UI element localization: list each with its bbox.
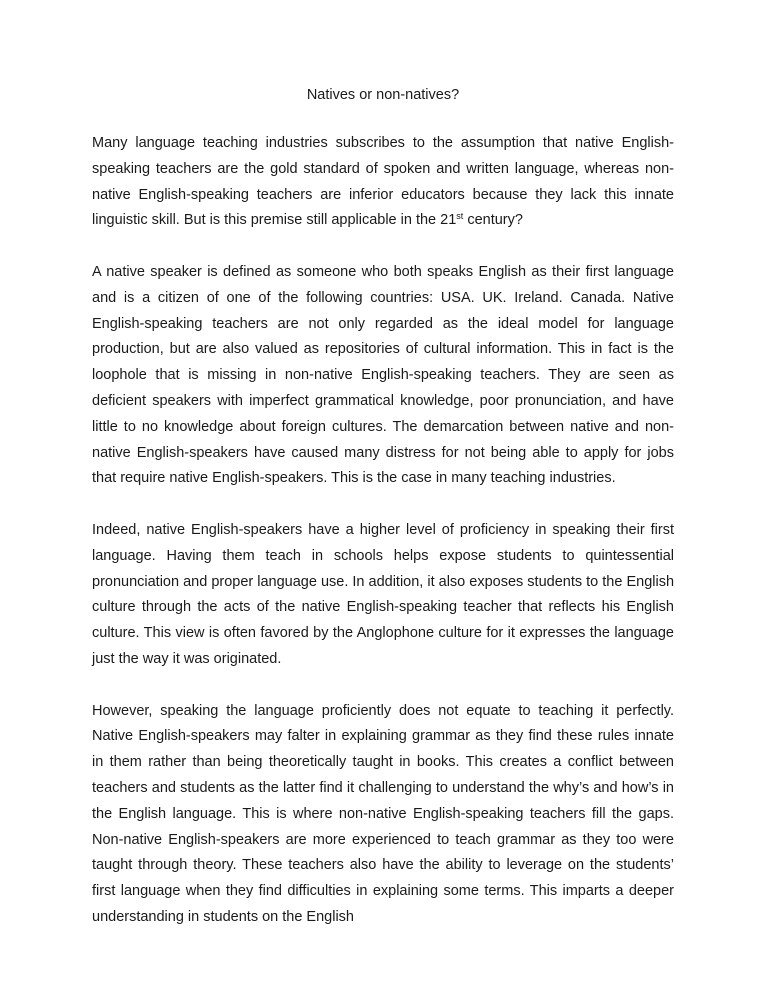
paragraph-native-definition: A native speaker is defined as someone who both speaks English as their first language and is a citizen of one of the following countries: USA. UK. Ireland. Canada. Native English-speaking teachers are not only regarded as the ideal model for language production, but are also valued as repositories of cultural information. This in fact is the loophole that is missing in non-native English-speaking teachers. They are seen as deficient speakers with imperfect grammatical knowledge, poor pronunciation, and have little to no knowledge about foreign cultures. The demarcation between native and non-native English-speakers have caused many distress for not being able to apply for jobs that require native English-speakers. This is the case in many teaching industries. xyxy=(92,263,674,487)
ordinal-superscript: st xyxy=(456,211,464,222)
paragraph-native-advantages: Indeed, native English-speakers have a higher level of proficiency in speaking their first language. Having them teach in schools helps expose students to quintessential pronunciation and proper language use. In addition, it also exposes students to the English culture through the acts of the native English-speaking teacher that reflects his English culture. This view is often favored by the Anglophone culture for it expresses the language just the way it was originated. xyxy=(92,521,675,667)
document-title: Natives or non-natives? xyxy=(306,87,460,103)
paragraph-intro-text: Many language teaching industries subscribes to the assumption that native English-speaking teachers are the gold standard of spoken and written language, whereas non-native English-speaking teachers are inferior educators because they lack this innate linguistic skill. But is this premise still applicable in the 21 xyxy=(92,135,674,229)
paragraph-intro-ending: century? xyxy=(463,212,523,229)
paragraph-intro xyxy=(92,131,674,234)
document-page xyxy=(92,82,674,957)
paragraph-non-native-strengths: However, speaking the language proficiently does not equate to teaching it perfectly. Native English-speakers may falter in explaining grammar as they find these rules innate in them rather than being theoretically taught in books. This creates a conflict between teachers and students as the latter find it challenging to understand the why’s and how’s in the English language. This is where non-native English-speaking teachers fill the gaps. Non-native English-speakers are more experienced to teach grammar as they too were taught through theory. These teachers also have the ability to leverage on the students’ first language when they find difficulties in explaining some terms. This imparts a deeper understanding in students on the English xyxy=(92,702,674,925)
